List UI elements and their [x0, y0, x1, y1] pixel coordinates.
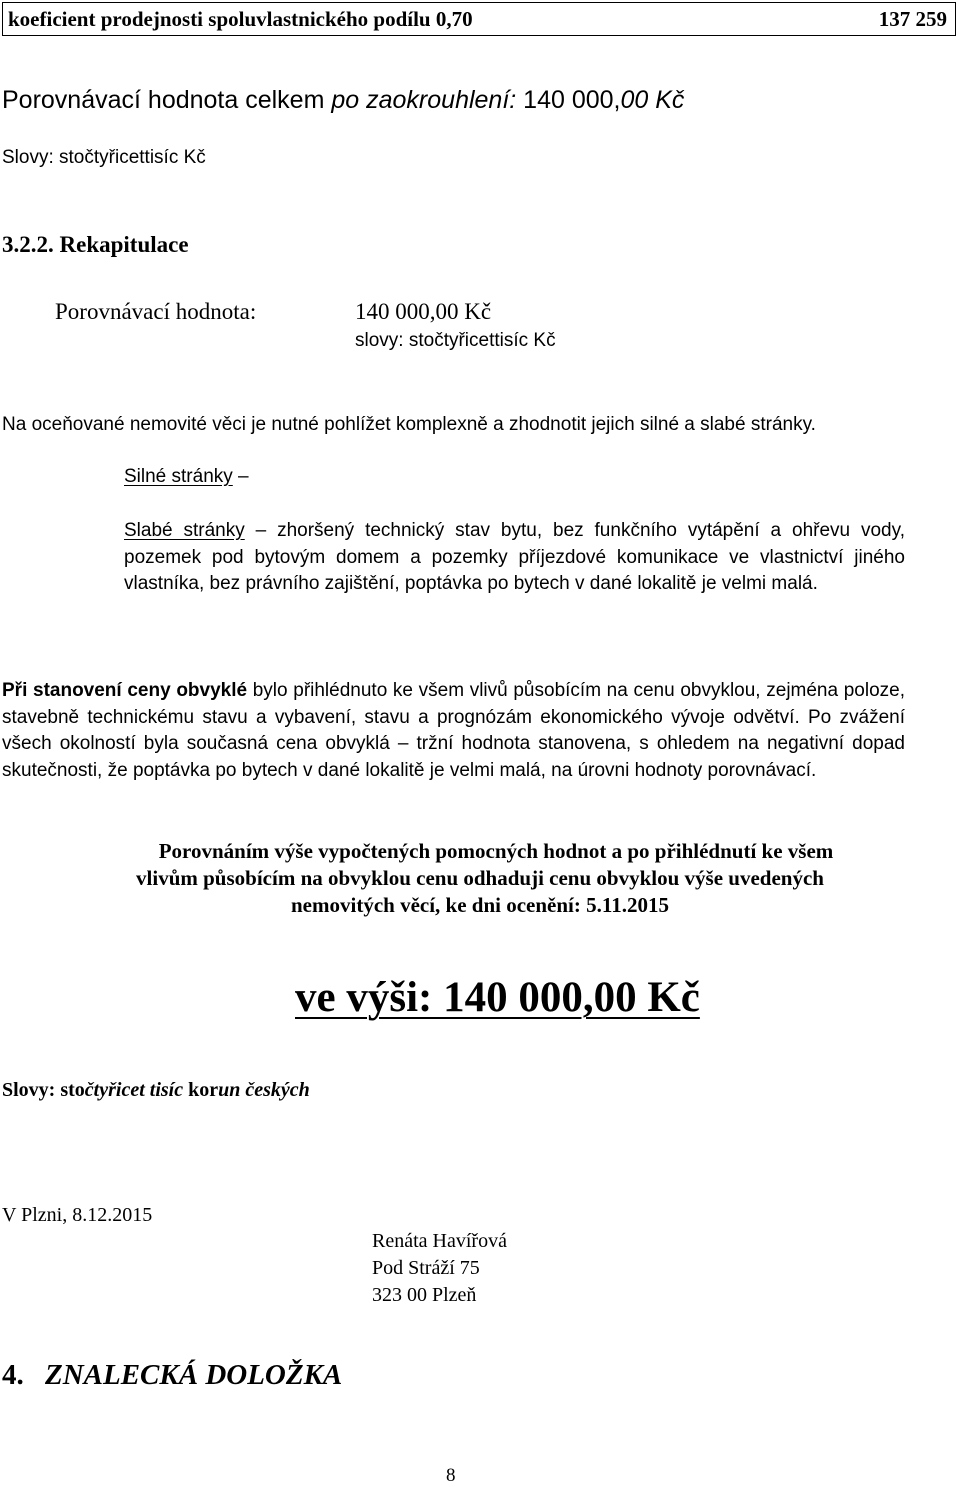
chapter-heading — [2, 1359, 342, 1392]
section-heading: 3.2.2. Rekapitulace — [2, 232, 189, 257]
usual-price-paragraph — [2, 678, 905, 785]
chapter-number: 4. — [2, 1359, 24, 1391]
signature-street: Pod Stráží 75 — [372, 1257, 480, 1279]
place-date: V Plzni, 8.12.2015 — [2, 1204, 153, 1226]
coefficient-label: koeficient prodejnosti spoluvlastnického podílu 0,70 — [8, 7, 473, 31]
conclusion-line-1: Porovnáním výše vypočtených pomocných hodnot a po přihlédnutí ke všem — [158, 839, 834, 863]
final-words-c: kor — [183, 1079, 219, 1101]
coefficient-value: 137 259 — [878, 7, 947, 31]
conclusion-line-3: nemovitých věcí, ke dni ocenění: 5.11.2015 — [291, 893, 669, 917]
weak-points-text: – zhoršený technický stav bytu, bez funkčního vytápění a ohřevu vody, pozemek pod bytovým domem a pozemky příjezdové komunikace ve vlastnictví jiného vlastníka, bez právního zajištění, poptávka po bytech v dané lokalitě je velmi malá. — [124, 520, 905, 595]
weak-points-paragraph — [124, 518, 905, 598]
strong-points-dash: – — [232, 466, 249, 487]
intro-sentence: Na oceňované nemovité věci je nutné pohlížet komplexně a zhodnotit jejich silné a slabé stránky. — [2, 414, 816, 435]
usual-price-text: bylo přihlédnuto ke všem vlivů působícím na cenu obvyklou, zejména poloze, stavebně technickému stavu a vybavení, stavu a prognózám ekonomického vývoje odvětví. Po zvážení všech okolností byla současná cena obvyklá – tržní hodnota stanovena, s ohledem na negativní dopad skutečnosti, že poptávka po bytech v dané lokalitě je velmi malá, na úrovni hodnoty porovnávací. — [2, 680, 905, 782]
final-words-a: Slovy: sto — [2, 1079, 85, 1101]
recap-words: slovy: stočtyřicettisíc Kč — [355, 330, 556, 351]
signature-block — [372, 1228, 507, 1309]
strong-points-label: Silné stránky — [124, 466, 233, 487]
rounded-value-label-c: po zaokrouhlení: — [331, 86, 517, 114]
final-words-b: čtyřicet tisíc — [84, 1079, 184, 1101]
final-amount: ve výši: 140 000,00 Kč — [295, 974, 700, 1021]
words-line: Slovy: stočtyřicettisíc Kč — [2, 147, 206, 168]
value-table-row — [2, 2, 956, 36]
rounded-value-label-a: Porovnávací — [2, 86, 141, 114]
weak-points-label: Slabé stránky — [124, 520, 245, 541]
signature-city: 323 00 Plzeň — [372, 1284, 477, 1306]
signature-name: Renáta Havířová — [372, 1230, 507, 1252]
final-words — [2, 1079, 310, 1102]
rounded-value-label-b: hodnota celkem — [140, 86, 332, 114]
recap-label: Porovnávací hodnota: — [55, 299, 257, 324]
page-number: 8 — [446, 1465, 456, 1486]
conclusion-line-2: vlivům působícím na obvyklou cenu odhaduji cenu obvyklou výše uvedených — [136, 866, 824, 890]
rounded-value-amount: 140 000, — [516, 86, 621, 114]
rounded-value-amount-suffix: 00 Kč — [620, 86, 685, 114]
rounded-value-line — [2, 86, 684, 115]
recap-amount: 140 000,00 Kč — [355, 299, 492, 324]
strong-points — [124, 466, 249, 488]
final-words-d: un českých — [218, 1079, 310, 1101]
chapter-title: ZNALECKÁ DOLOŽKA — [45, 1359, 343, 1391]
usual-price-bold: Při stanovení ceny obvyklé — [2, 680, 248, 701]
